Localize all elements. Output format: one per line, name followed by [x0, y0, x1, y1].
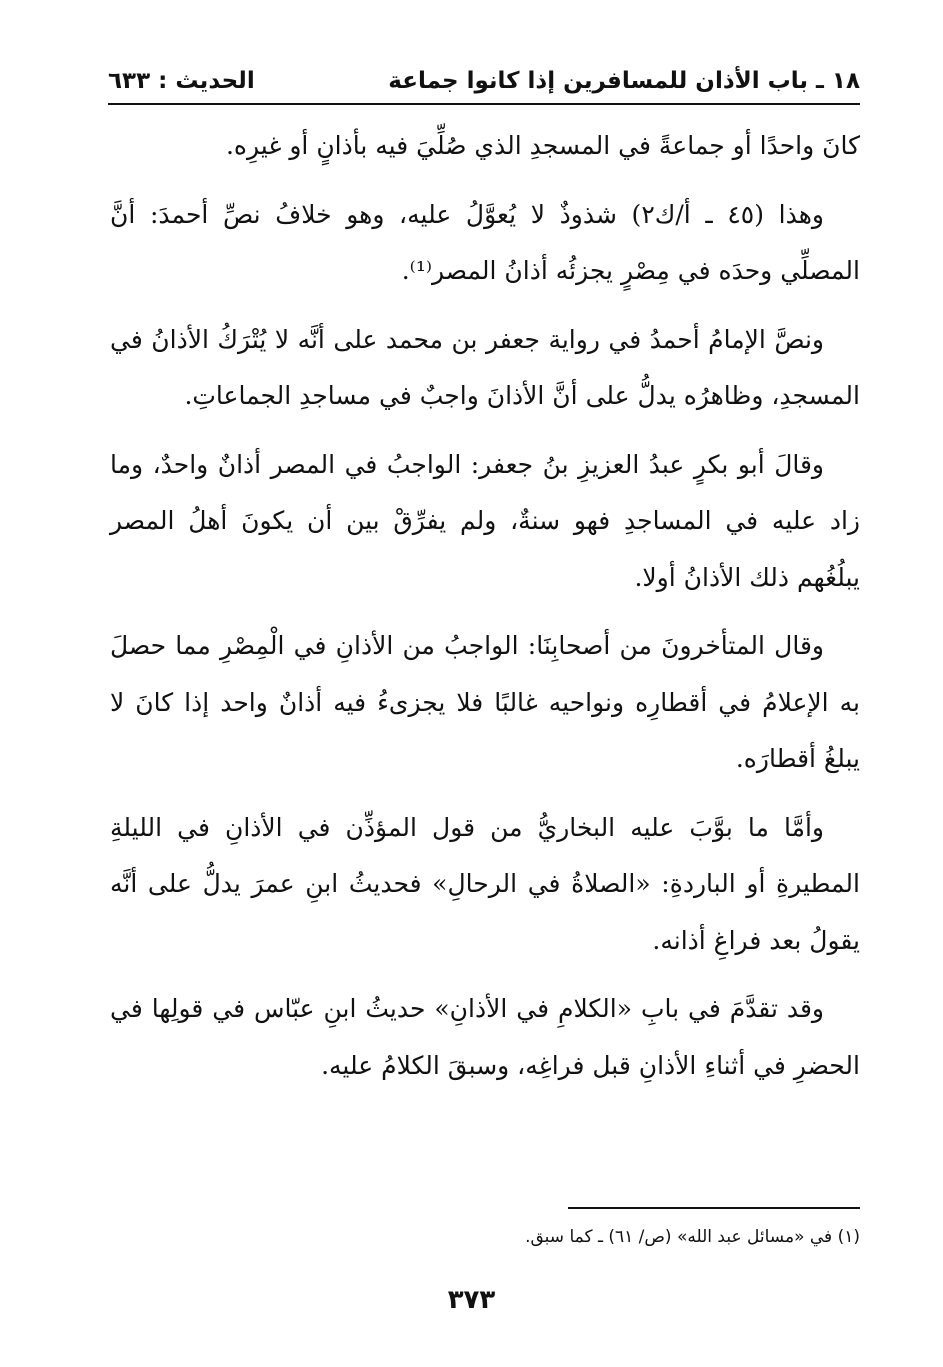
main-text	[110, 118, 860, 1106]
paragraph: وقالَ أبو بكرٍ عبدُ العزيزِ بنُ جعفر: الواجبُ في المصر أذانٌ واحدٌ، وما زاد عليه في المساجدِ فهو سنةٌ، ولم يفرِّقْ بين أن يكونَ أهلُ المصر يبلُغُهم ذلك الأذانُ أولا.	[110, 449, 860, 592]
running-header	[108, 62, 860, 102]
page-number: ٣٧٣	[447, 1285, 496, 1315]
paragraph: وهذا (٤٥ ـ أ/ك٢) شذوذٌ لا يُعوَّلُ عليه، وهو خلافُ نصِّ أحمدَ: أنَّ المصلِّي وحدَه في مِصْرٍ يجزئُه أذانُ المصر⁽¹⁾.	[110, 199, 860, 285]
paragraph: وقال المتأخرونَ من أصحابِنَا: الواجبُ من الأذانِ في الْمِصْرِ مما حصلَ به الإعلامُ في أقطارِه ونواحيه غالبًا فلا يجزىءُ فيه أذانٌ واحد إذا كانَ لا يبلغُ أقطارَه.	[110, 631, 860, 773]
hadith-reference: الحديث : ٦٣٣	[108, 68, 255, 94]
paragraph: ونصَّ الإمامُ أحمدُ في رواية جعفر بن محمد على أنَّه لا يُتْرَكُ الأذانُ في المسجدِ، وظاهرُه يدلُّ على أنَّ الأذانَ واجبٌ في مساجدِ الجماعاتِ.	[110, 324, 860, 410]
paragraph: وأمَّا ما بوَّبَ عليه البخاريُّ من قول المؤذِّن في الأذانِ في الليلةِ المطيرةِ أو الباردةِ: «الصلاةُ في الرحالِ» فحديثُ ابنِ عمرَ يدلُّ على أنَّه يقولُ بعد فراغِ أذانه.	[110, 812, 860, 955]
paragraph: كانَ واحدًا أو جماعةً في المسجدِ الذي صُلِّيَ فيه بأذانٍ أو غيرِه.	[225, 131, 860, 160]
chapter-title: ١٨ ـ باب الأذان للمسافرين إذا كانوا جماعة	[388, 68, 860, 94]
footnote: (١) في «مسائل عبد الله» (ص/ ٦١) ـ كما سبق.	[525, 1227, 860, 1247]
paragraph: وقد تقدَّمَ في بابِ «الكلامِ في الأذانِ» حديثُ ابنِ عبّاس في قولِها في الحضرِ في أثناءِ الأذانِ قبل فراغِه، وسبقَ الكلامُ عليه.	[110, 994, 860, 1080]
header-divider	[108, 103, 860, 105]
footnote-divider	[568, 1207, 860, 1209]
